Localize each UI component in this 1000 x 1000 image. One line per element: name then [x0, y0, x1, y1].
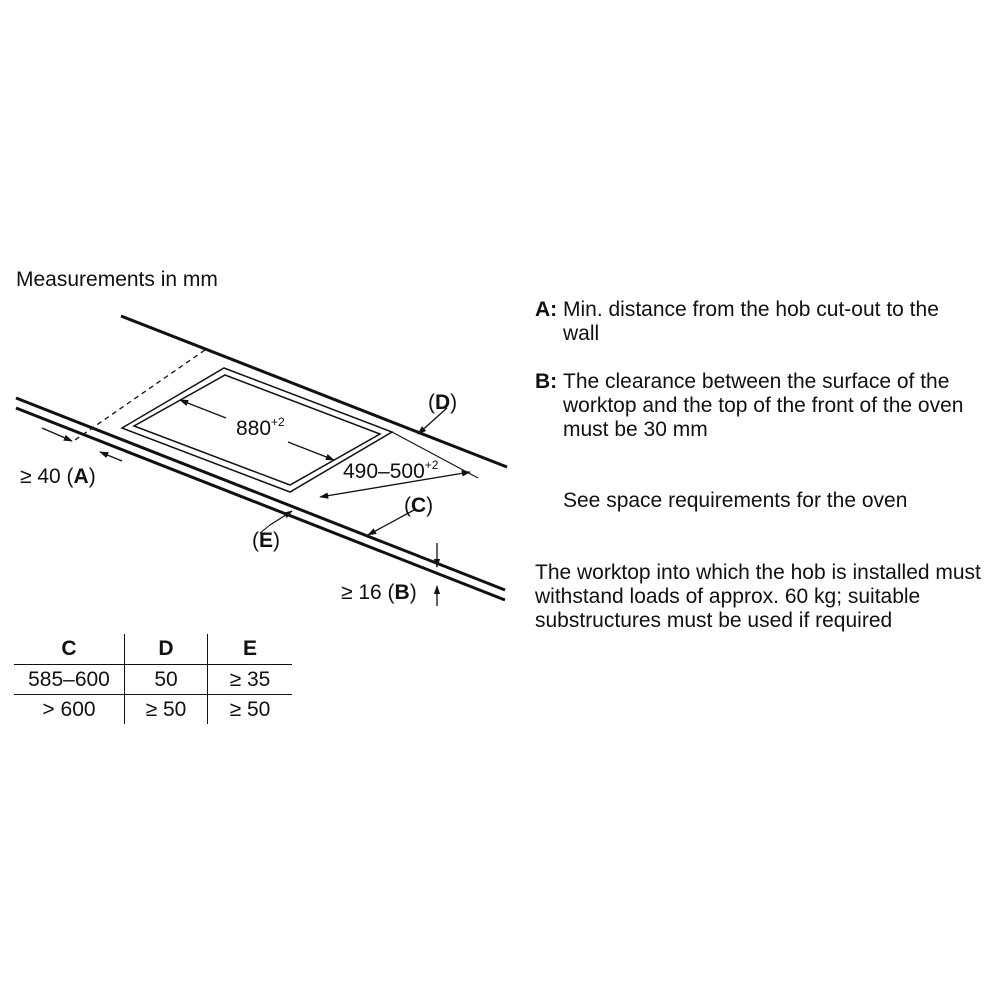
label-a: ≥ 40 (A) — [20, 465, 96, 488]
label-c: (C) — [404, 494, 434, 517]
note-a-key: A: — [535, 298, 558, 321]
table-cell: ≥ 35 — [208, 665, 293, 695]
note-worktop-text: The worktop into which the hob is installed must withstand loads of approx. 60 kg; suitable substructures must be used if required — [535, 561, 981, 632]
table-row — [14, 695, 292, 725]
note-a — [535, 298, 975, 348]
note-b — [535, 370, 975, 444]
a-arrow-left — [42, 428, 72, 441]
table-cell: ≥ 50 — [125, 695, 208, 725]
width-arrow-left — [180, 400, 226, 418]
note-b-key: B: — [535, 370, 558, 393]
header-d: D — [125, 634, 208, 665]
note-b-text: The clearance between the surface of the worktop and the top of the front of the oven must be 30 mm — [563, 370, 964, 441]
table-cell: > 600 — [42, 697, 96, 721]
width-arrow-right — [288, 442, 334, 460]
table-cell: ≥ 50 — [208, 695, 293, 725]
label-d: (D) — [428, 391, 458, 414]
wall-dashed-line — [75, 350, 205, 440]
table-cell: 50 — [125, 665, 208, 695]
table-cell: 585–600 — [14, 665, 125, 695]
note-see-space: See space requirements for the oven — [563, 489, 908, 512]
header-e: E — [208, 634, 293, 665]
page-title: Measurements in mm — [16, 268, 218, 291]
header-c: C — [14, 634, 125, 665]
table-row — [14, 665, 292, 695]
note-worktop — [535, 561, 990, 659]
width-label: $880^{+2}$ — [236, 415, 285, 440]
dimension-table — [14, 634, 292, 724]
note-a-text: Min. distance from the hob cut-out to the wall — [563, 298, 939, 345]
depth-label: $490-500^{+2}$ — [343, 458, 439, 483]
label-e: (E) — [252, 529, 281, 552]
table-header-row — [14, 634, 292, 665]
label-b: ≥ 16 (B) — [341, 581, 417, 604]
a-arrow-right — [100, 452, 122, 461]
